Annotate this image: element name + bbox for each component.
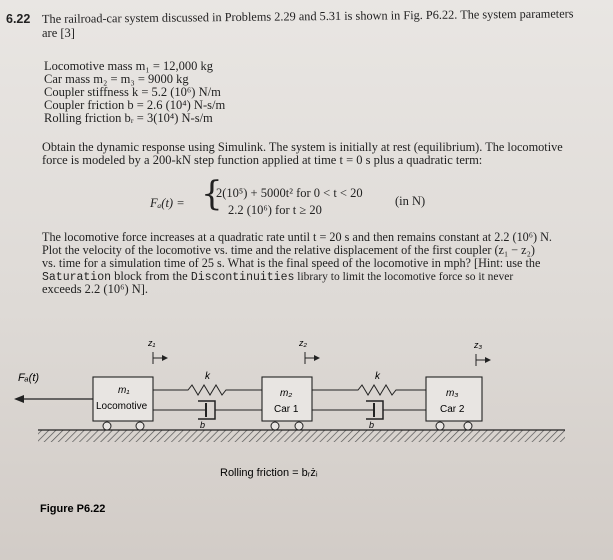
problem-intro-line1: The railroad-car system discussed in Problems 2.29 and 5.31 is shown in Fig. P6.22. The system parameters (41, 6, 574, 26)
paragraph2-line1: The locomotive force increases at a quadratic rate until t = 20 s and then remains constant at 2.2 (10⁶) N. (42, 230, 552, 244)
b1-label: b (200, 420, 206, 430)
m2-label: m₂ (280, 388, 293, 399)
saturation-block-name: Saturation (42, 271, 112, 284)
rolling-friction-label: Rolling friction = bᵣżᵢ (220, 467, 318, 479)
param-car-mass: Car mass m₂ = m₃ = 9000 kg (44, 72, 189, 86)
z2-marker (305, 352, 320, 364)
z3-marker (476, 354, 491, 366)
z2-label: z₂ (299, 338, 307, 348)
param-locomotive-mass: Locomotive mass m₁ = 12,000 kg (44, 59, 214, 73)
paragraph1-line2: force is modeled by a 200-kN step function applied at time t = 0 s plus a quadratic term: (42, 153, 483, 167)
damper-1 (153, 401, 262, 419)
param-coupler-stiffness: Coupler stiffness k = 5.2 (10⁶) N/m (44, 85, 221, 99)
equation-case1: 2(10⁵) + 5000t² for 0 < t < 20 (216, 186, 363, 200)
equation-lhs: Fₐ(t) = (150, 196, 185, 210)
force-arrow (14, 395, 93, 403)
railroad-figure (0, 330, 613, 560)
k2-label: k (375, 371, 380, 382)
m3-label: m₃ (446, 388, 459, 399)
figure-caption: Figure P6.22 (40, 503, 106, 515)
force-label: Fₐ(t) (18, 372, 40, 384)
car1-label: Car 1 (274, 404, 299, 415)
equation-case2: 2.2 (10⁶) for t ≥ 20 (228, 203, 322, 217)
param-coupler-friction: Coupler friction b = 2.6 (10⁴) N-s/m (44, 98, 226, 112)
b2-label: b (369, 420, 375, 430)
k1-label: k (205, 371, 210, 382)
m1-label: m₁ (118, 385, 130, 396)
equation-brace: { (201, 174, 223, 214)
spring-2 (312, 385, 426, 395)
equation-units: (in N) (395, 194, 426, 208)
locomotive-label: Locomotive (96, 401, 148, 412)
ground (38, 430, 565, 442)
car2-label: Car 2 (440, 404, 465, 415)
paragraph1-line1: Obtain the dynamic response using Simulink. The system is initially at rest (equilibrium). The locomotive (42, 140, 563, 154)
paragraph2-line3: vs. time for a simulation time of 25 s. What is the final speed of the locomotive in mph? [Hint: use the (42, 256, 541, 270)
z1-label: z₁ (148, 338, 156, 348)
paragraph2-line4-text2: library to limit the locomotive force so it never (294, 271, 514, 283)
z1-marker (153, 352, 168, 364)
discontinuities-library-name: Discontinuities (190, 271, 295, 284)
problem-intro-line2: are [3] (42, 26, 75, 40)
z3-label: z₃ (474, 340, 483, 350)
paragraph2-line2: Plot the velocity of the locomotive vs. time and the relative displacement of the first coupler (z₁ − z₂) (42, 243, 535, 257)
param-rolling-friction: Rolling friction bᵣ = 3(10⁴) N-s/m (44, 111, 213, 125)
spring-1 (153, 385, 262, 395)
damper-2 (312, 401, 426, 419)
paragraph2-line5: exceeds 2.2 (10⁶) N]. (42, 282, 149, 296)
problem-number: 6.22 (6, 12, 31, 26)
paragraph2-line4-text1: block from the (111, 269, 191, 283)
